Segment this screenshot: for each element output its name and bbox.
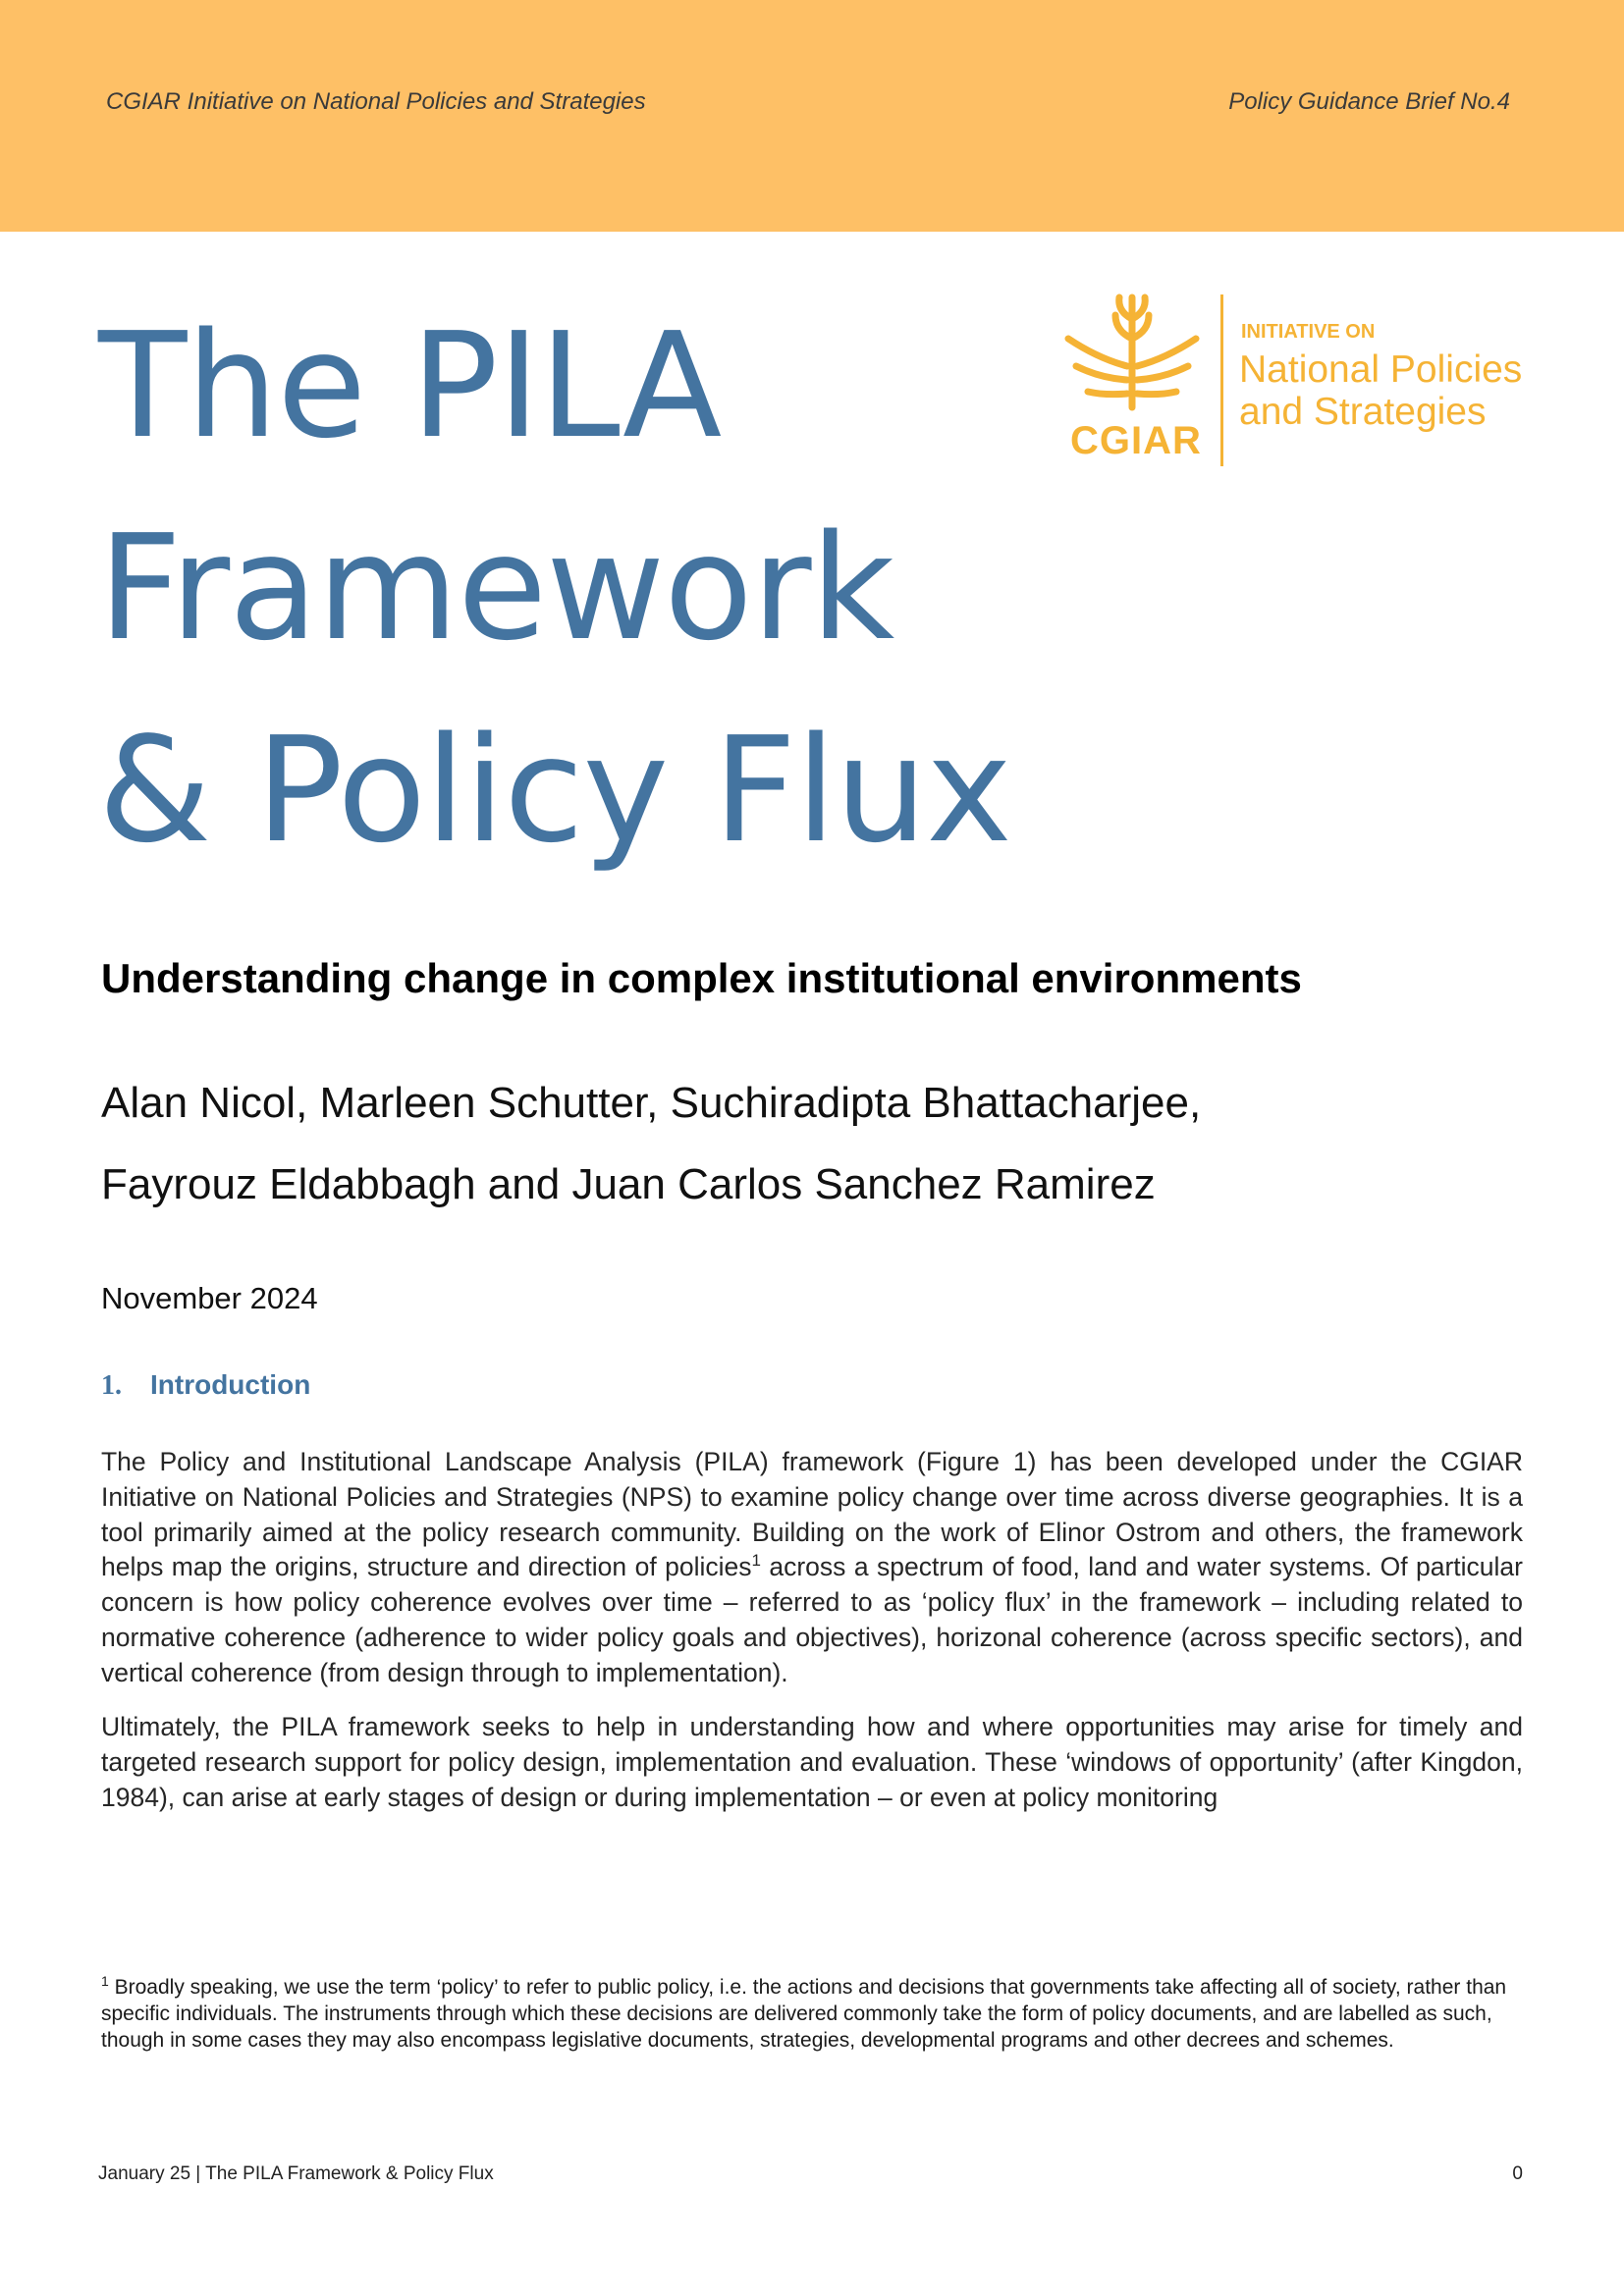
section-number: 1. [101,1370,122,1401]
paragraph-2: Ultimately, the PILA framework seeks to help in understanding how and where opportunities may arise for timely and targeted research support for policy design, implementation and evaluation. These ‘windows of opportunity’ (after Kingdon, 1984), can arise at early stages of design or during implementation – or even at policy monitoring [101,1712,1523,1812]
header-initiative-name: CGIAR Initiative on National Policies and Strategies [106,88,646,115]
author-list [101,1062,1201,1225]
footnote-marker: 1 [101,1973,109,1989]
footnote-1 [101,1974,1523,2054]
paragraph-1-part-2: across a spectrum of food, land and water systems. Of particular concern is how policy coherence evolves over time – referred to as ‘policy flux’ in the framework – including related to normative coherence (adherence to wider policy goals and objectives), horizonal coherence (across specific sectors), and vertical coherence (from design through to implementation). [101,1552,1523,1687]
authors-line-2: Fayrouz Eldabbagh and Juan Carlos Sanchez Ramirez [101,1160,1156,1208]
logo-name-line-1: National Policies [1239,348,1523,391]
authors-line-1: Alan Nicol, Marleen Schutter, Suchiradipta Bhattacharjee, [101,1079,1202,1127]
header-brief-number: Policy Guidance Brief No.4 [1228,88,1510,115]
logo-initiative-name [1239,348,1522,433]
title-line-2: Framework [98,504,894,672]
cgiar-wheat-logo-icon [1058,290,1206,417]
cgiar-wordmark: CGIAR [1070,419,1202,462]
title-line-3: & Policy Flux [98,706,1011,875]
footnote-reference-1[interactable]: 1 [751,1551,761,1571]
header-band [0,0,1624,232]
section-heading-introduction [101,1369,310,1402]
publication-date: November 2024 [101,1281,318,1315]
paragraph-1-part-1: The Policy and Institutional Landscape Analysis (PILA) framework (Figure 1) has been developed under the CGIAR Initiative on National Policies and Strategies (NPS) to examine policy change over time across diverse geographies. It is a tool primarily aimed at the policy research community. Building on the work of Elinor Ostrom and others, the framework helps map the origins, structure and direction of policies [101,1447,1523,1582]
cgiar-logo [1051,290,1542,476]
footnote-text: Broadly speaking, we use the term ‘policy’ to refer to public policy, i.e. the actions and decisions that governments take affecting all of society, rather than specific individuals. The instruments through which these decisions are delivered commonly take the form of policy documents, and are labelled as such, though in some cases they may also encompass legislative documents, strategies, developmental programs and other decrees and schemes. [101,1976,1507,2052]
logo-name-line-2: and Strategies [1239,391,1487,433]
logo-initiative-label: INITIATIVE ON [1241,321,1376,343]
document-subtitle: Understanding change in complex institutional environments [101,955,1302,1001]
paragraph-1 [101,1445,1523,1691]
footer-running-title: January 25 | The PILA Framework & Policy Flux [98,2163,494,2184]
logo-divider [1220,294,1223,466]
section-title: Introduction [150,1369,311,1400]
document-title [98,285,1011,891]
title-line-1: The PILA [98,301,722,470]
footer-page-number: 0 [1512,2163,1523,2184]
